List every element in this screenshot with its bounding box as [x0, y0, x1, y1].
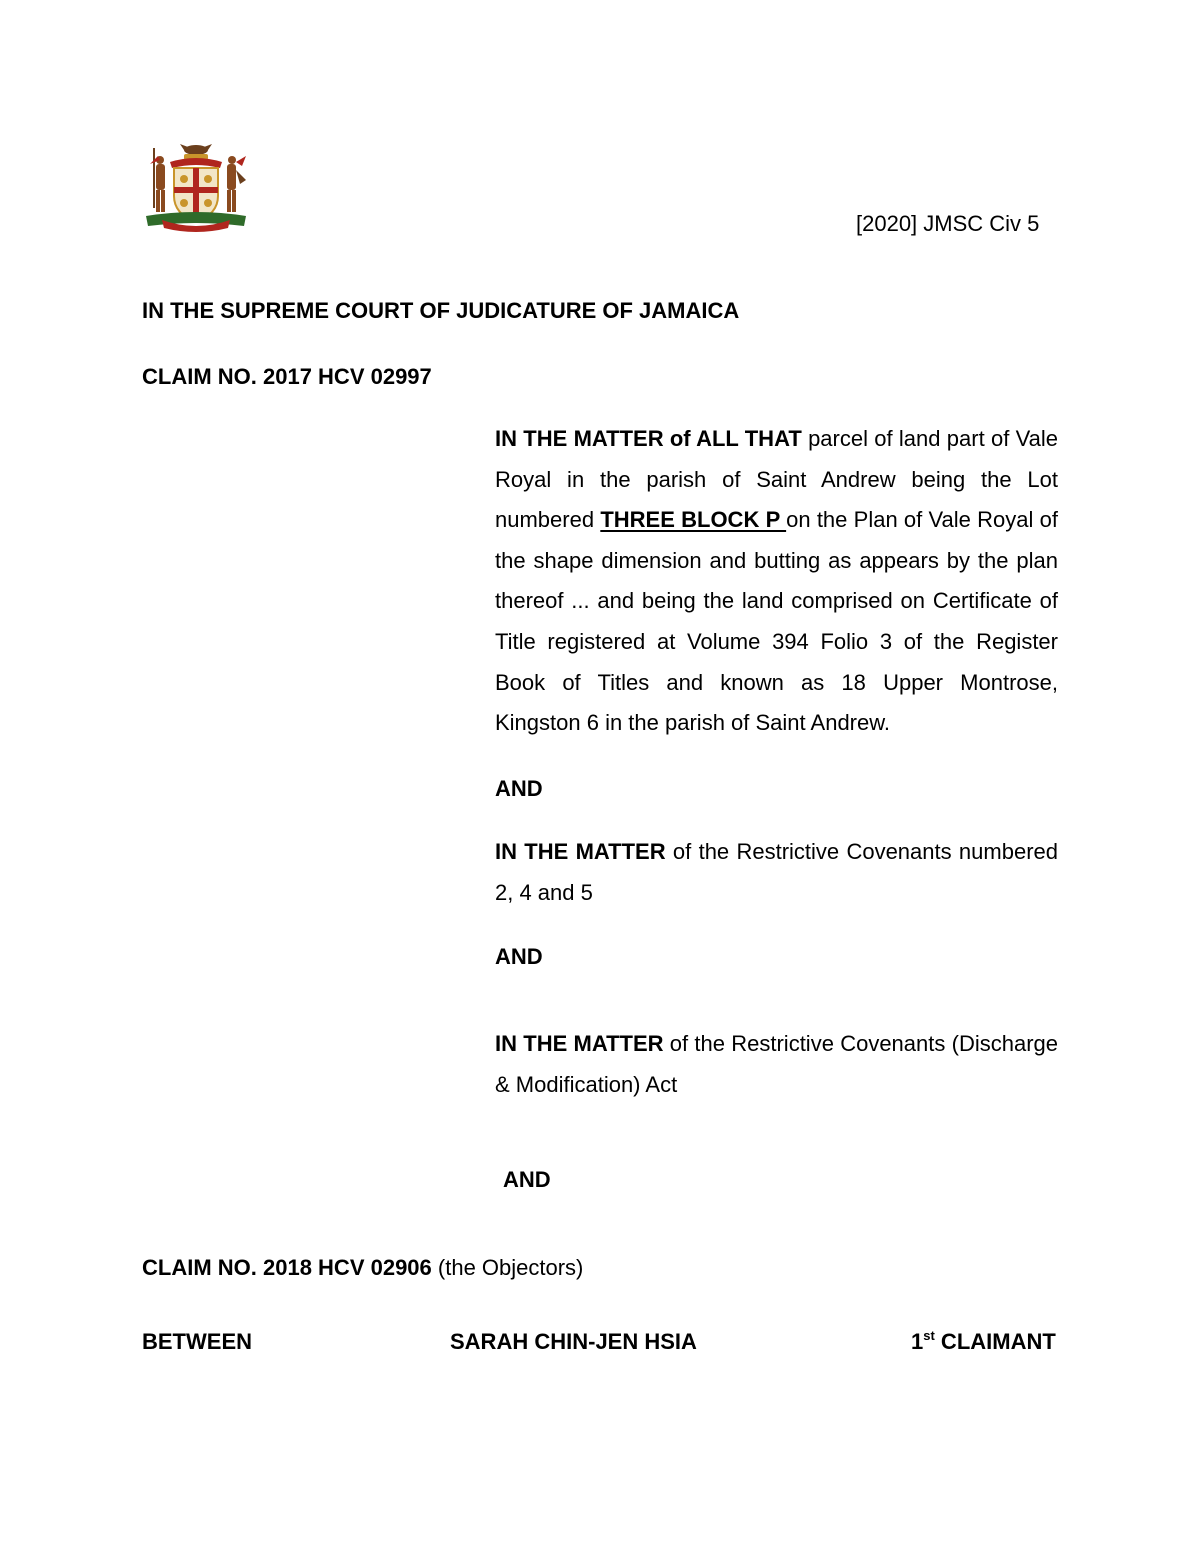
case-citation [856, 211, 1039, 237]
and-separator: AND [495, 944, 543, 969]
matter-text: on the Plan of Vale Royal of the shape dimension and butting as appears by the plan thereof ... and being the land comprised on Certificate of Title registered at Volume 394 Folio 3 of the Register Book of Titles and known as 18 Upper Montrose, Kingston 6 in the parish of Saint Andrew. [495, 507, 1058, 736]
coat-of-arms-icon [140, 140, 252, 234]
matter-heading: IN THE MATTER [495, 839, 666, 864]
claim-two-note: (the Objectors) [431, 1255, 584, 1280]
lot-designation: THREE BLOCK P [600, 507, 787, 533]
and-separator: AND [495, 776, 543, 801]
role-ordinal: 1 [911, 1329, 924, 1354]
and-separator: AND [503, 1167, 551, 1192]
citation-text: [2020] JMSC Civ 5 [856, 211, 1040, 236]
court-title: IN THE SUPREME COURT OF JUDICATURE OF JAMAICA [142, 298, 740, 323]
role-label: CLAIMANT [934, 1329, 1056, 1354]
matter-paragraph-land [495, 419, 1058, 744]
matter-paragraph-covenants [495, 832, 1058, 913]
claimant-role [911, 1329, 1056, 1355]
claim-two-number: CLAIM NO. 2018 HCV 02906 [142, 1255, 432, 1280]
matter-text: parcel of land part of Vale Royal in the parish of Saint Andrew being the Lot numbered [495, 426, 1058, 533]
claimant-name: SARAH CHIN-JEN HSIA [450, 1329, 697, 1354]
claim-number-one: CLAIM NO. 2017 HCV 02997 [142, 364, 432, 389]
matter-heading: IN THE MATTER of ALL THAT [495, 426, 802, 451]
claim-number-two [142, 1255, 583, 1281]
role-suffix: st [923, 1328, 935, 1343]
matter-heading: IN THE MATTER [495, 1031, 664, 1056]
between-label: BETWEEN [142, 1329, 252, 1354]
matter-text: of the Restrictive Covenants numbered 2, 4 and 5 [495, 839, 1058, 905]
matter-text: of the Restrictive Covenants (Discharge & Modification) Act [495, 1031, 1058, 1097]
matter-paragraph-act [495, 1024, 1058, 1105]
